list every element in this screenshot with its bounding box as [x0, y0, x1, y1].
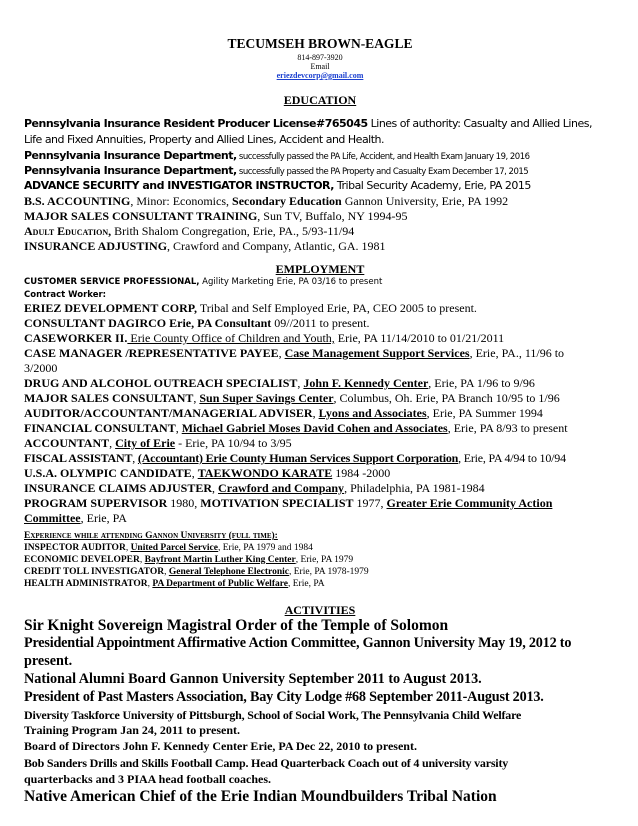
activity-line: National Alumni Board Gannon University September 2011 to August 2013. — [24, 671, 482, 687]
employer-name: United Parcel Service — [130, 543, 218, 553]
job-detail: - Erie, PA 10/94 to 3/95 — [175, 436, 292, 450]
activity-line: Sir Knight Sovereign Magistral Order of the Temple of Solomon — [24, 617, 449, 634]
gannon-line — [24, 567, 616, 577]
employment-line — [24, 277, 616, 287]
gannon-experience-heading: Experience while attending Gannon University (full time): — [24, 531, 278, 541]
activity-line: present. — [24, 653, 73, 669]
instructor-title: ADVANCE SECURITY and INVESTIGATOR INSTRUCTOR, — [24, 179, 334, 192]
job-title: HEALTH ADMINISTRATOR — [24, 579, 148, 589]
job-detail: 09//2011 to present. — [271, 316, 370, 330]
job-detail: , Erie, PA — [80, 511, 127, 525]
employment-heading: EMPLOYMENT — [275, 262, 365, 276]
job-detail: Erie, PA 11/14/2010 to 01/21/2011 — [334, 331, 505, 345]
education-line — [24, 194, 616, 209]
employer-name: TAEKWONDO KARATE — [197, 466, 333, 480]
job-detail: , Erie, PA 1978-1979 — [289, 567, 369, 577]
email-label: Email — [310, 62, 330, 71]
job-title: ECONOMIC DEVELOPER — [24, 555, 140, 565]
job-title: MOTIVATION SPECIALIST — [200, 496, 354, 510]
employment-line — [24, 511, 616, 526]
gannon-line — [24, 555, 616, 565]
job-title: U.S.A. OLYMPIC CANDIDATE — [24, 466, 192, 480]
employer-name: John F. Kennedy Center — [303, 376, 429, 390]
job-detail: , Erie, PA., 11/96 to — [469, 346, 565, 360]
degree-school: Gannon University, Erie, PA 1992 — [341, 194, 509, 208]
education-line — [24, 117, 616, 130]
phone-number: 814-897-3920 — [297, 53, 343, 62]
education-line: Life and Fixed Annuities, Property and Allied Lines, Accident and Health. — [24, 133, 385, 146]
exam-detail: successfully passed the PA Life, Accident, and Health Exam January 19, 2016 — [236, 152, 530, 162]
secondary-education: Secondary Education — [232, 194, 342, 208]
activity-line: Presidential Appointment Affirmative Action Committee, Gannon University May 19, 2012 to — [24, 635, 572, 651]
dept-title: Pennsylvania Insurance Department, — [24, 149, 237, 162]
job-title: DRUG AND ALCOHOL OUTREACH SPECIALIST — [24, 376, 298, 390]
job-detail: , Columbus, Oh. Erie, PA Branch 10/95 to 1/96 — [333, 391, 560, 405]
job-title: FINANCIAL CONSULTANT — [24, 421, 176, 435]
job-title: FISCAL ASSISTANT — [24, 451, 133, 465]
training-title: MAJOR SALES CONSULTANT TRAINING — [24, 209, 258, 223]
employment-line — [24, 481, 616, 496]
job-detail: , Erie, PA 1979 and 1984 — [217, 543, 313, 553]
candidate-name: TECUMSEH BROWN-EAGLE — [227, 36, 413, 51]
separator: , — [139, 555, 145, 565]
education-line — [24, 179, 616, 192]
job-detail: , Philadelphia, PA 1981-1984 — [344, 481, 485, 495]
employment-line: 3/2000 — [24, 361, 58, 375]
adjusting-title: INSURANCE ADJUSTING — [24, 239, 168, 253]
adult-education-detail: Brith Shalom Congregation, Erie, PA., 5/93-11/94 — [111, 224, 355, 238]
job-title: ERIEZ DEVELOPMENT CORP, — [24, 301, 198, 315]
separator: , — [132, 451, 138, 465]
adjusting-detail: , Crawford and Company, Atlantic, GA. 1981 — [167, 239, 386, 253]
job-title: CUSTOMER SERVICE PROFESSIONAL, — [24, 277, 200, 287]
job-detail: , Erie, PA 4/94 to 10/94 — [458, 451, 566, 465]
license-title: Pennsylvania Insurance Resident Producer License#765045 — [24, 117, 368, 130]
employment-line — [24, 391, 616, 406]
separator: , — [193, 391, 200, 405]
employment-line — [24, 496, 616, 511]
employer-name: Lyons and Associates — [318, 406, 427, 420]
separator: , — [147, 579, 153, 589]
employment-line — [24, 451, 616, 466]
job-detail: 1984 -2000 — [332, 466, 391, 480]
job-detail: , Erie, PA 8/93 to present — [447, 421, 568, 435]
job-detail: , Erie, PA Summer 1994 — [426, 406, 543, 420]
separator: , — [297, 376, 304, 390]
separator: , — [278, 346, 285, 360]
job-title: CONSULTANT DAGIRCO Erie, PA Consultant — [24, 316, 272, 330]
employer-name: Crawford and Company — [218, 481, 345, 495]
separator: , — [312, 406, 319, 420]
education-line — [24, 224, 616, 239]
employment-line — [24, 316, 616, 331]
employer-name: General Telephone Electronic — [168, 567, 289, 577]
employer-name: Greater Erie Community Action — [386, 496, 553, 510]
job-title: CASE MANAGER /REPRESENTATIVE PAYEE — [24, 346, 279, 360]
employer-name: Erie County Office of Children and Youth, — [127, 331, 335, 345]
job-detail: , Erie, PA 1/96 to 9/96 — [428, 376, 535, 390]
employment-line — [24, 421, 616, 436]
adult-education-title: Adult Education, — [24, 224, 112, 238]
job-title: PROGRAM SUPERVISOR — [24, 496, 168, 510]
employer-name: City of Erie — [115, 436, 176, 450]
employer-name: Michael Gabriel Moses David Cohen and Associates — [181, 421, 448, 435]
education-line — [24, 149, 616, 162]
employer-name: Sun Super Savings Center — [199, 391, 334, 405]
job-detail: , Erie, PA 1979 — [295, 555, 354, 565]
exam-detail: successfully passed the PA Property and Casualty Exam December 17, 2015 — [236, 167, 529, 177]
activities-heading: ACTIVITIES — [284, 603, 356, 617]
job-title: INSPECTOR AUDITOR — [24, 543, 126, 553]
employment-line — [24, 301, 616, 316]
employment-line — [24, 376, 616, 391]
job-detail: Agility Marketing Erie, PA 03/16 to present — [199, 277, 383, 287]
activity-line: quarterbacks and 3 PIAA head football coaches. — [24, 772, 272, 786]
job-title: MAJOR SALES CONSULTANT — [24, 391, 194, 405]
job-title: CREDIT TOLL INVESTIGATOR — [24, 567, 165, 577]
employment-line — [24, 331, 616, 346]
education-line — [24, 209, 616, 224]
degree-minor: , Minor: Economics, — [130, 194, 233, 208]
education-line — [24, 239, 616, 254]
license-detail: Lines of authority: Casualty and Allied Lines, — [367, 117, 592, 130]
employment-line — [24, 406, 616, 421]
gannon-line — [24, 543, 616, 553]
job-title: ACCOUNTANT — [24, 436, 110, 450]
email-link-row — [24, 71, 616, 80]
activity-line: Bob Sanders Drills and Skills Football Camp. Head Quarterback Coach out of 4 university varsity — [24, 756, 509, 770]
job-detail: Tribal and Self Employed Erie, PA, CEO 2005 to present. — [197, 301, 477, 315]
separator: , — [212, 481, 219, 495]
contract-worker-label: Contract Worker: — [24, 290, 107, 300]
job-title: AUDITOR/ACCOUNTANT/MANAGERIAL ADVISER — [24, 406, 313, 420]
job-detail: 1977, — [353, 496, 387, 510]
separator: , — [175, 421, 182, 435]
activity-line: Board of Directors John F. Kennedy Center Erie, PA Dec 22, 2010 to present. — [24, 739, 417, 753]
job-title: CASEWORKER II. — [24, 331, 128, 345]
separator: , — [191, 466, 198, 480]
email-link[interactable]: eriezdevcorp@gmail.com — [276, 71, 364, 80]
activity-line: Diversity Taskforce University of Pittsburgh, School of Social Work, The Pennsylvania Child Welfare — [24, 708, 522, 722]
activity-line: Native American Chief of the Erie Indian Moundbuilders Tribal Nation — [24, 788, 497, 805]
employment-line — [24, 346, 616, 361]
job-detail: , Erie, PA — [288, 579, 325, 589]
education-heading: EDUCATION — [283, 93, 357, 107]
employer-name: Committee — [24, 511, 81, 525]
employment-line — [24, 436, 616, 451]
employer-name: Case Management Support Services — [284, 346, 470, 360]
gannon-line — [24, 579, 616, 589]
education-line — [24, 164, 616, 177]
activity-line: Training Program Jan 24, 2011 to present. — [24, 723, 240, 737]
separator: , — [125, 543, 131, 553]
degree-title: B.S. ACCOUNTING — [24, 194, 131, 208]
employer-name: Bayfront Martin Luther King Center — [144, 555, 296, 565]
job-title: INSURANCE CLAIMS ADJUSTER — [24, 481, 213, 495]
employer-name: (Accountant) Erie County Human Services Support Corporation — [137, 451, 459, 465]
dept-title: Pennsylvania Insurance Department, — [24, 164, 237, 177]
separator: , — [164, 567, 169, 577]
employer-name: PA Department of Public Welfare — [152, 579, 288, 589]
employment-line — [24, 466, 616, 481]
separator: , — [109, 436, 116, 450]
job-detail: 1980, — [167, 496, 201, 510]
activity-line: President of Past Masters Association, Bay City Lodge #68 September 2011-August 2013. — [24, 689, 544, 705]
instructor-detail: Tribal Security Academy, Erie, PA 2015 — [333, 179, 531, 192]
training-detail: , Sun TV, Buffalo, NY 1994-95 — [257, 209, 408, 223]
